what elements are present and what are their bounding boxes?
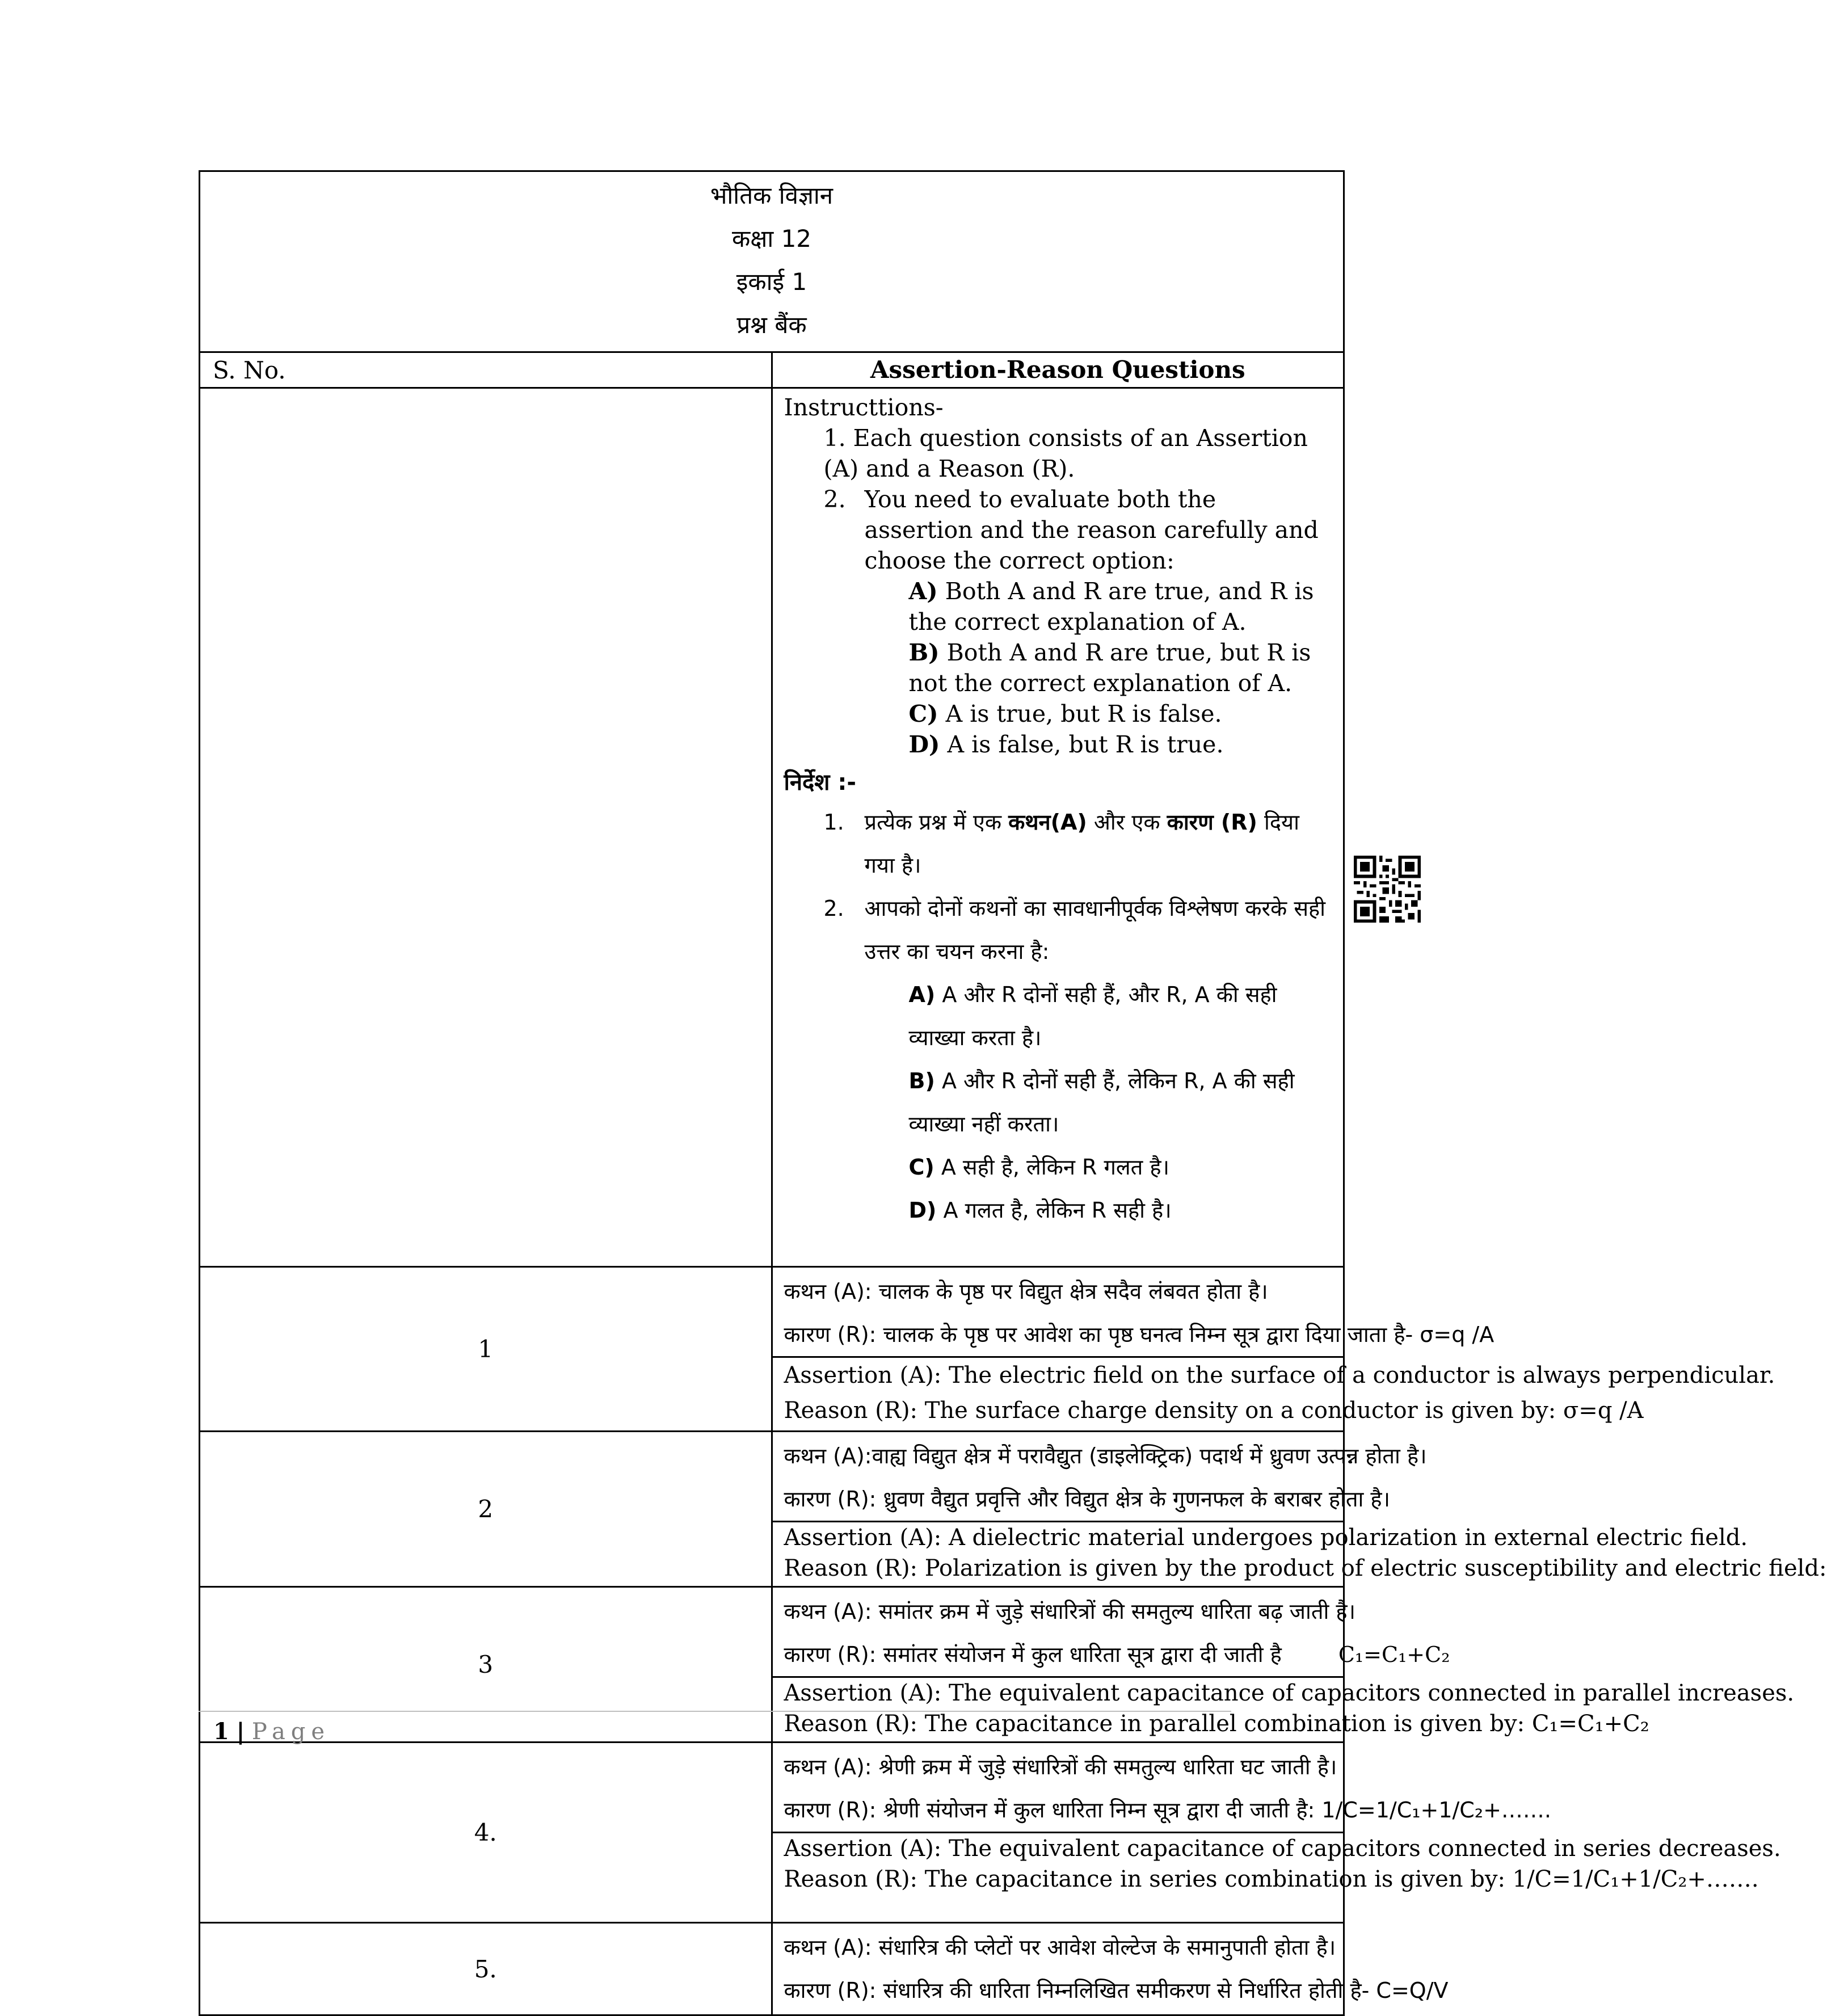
- question-sheet: [199, 170, 1827, 2016]
- option-c: [784, 698, 1332, 729]
- hindi-reason: कारण (R): श्रेणी संयोजन में कुल धारिता निम्न सूत्र द्वारा दी जाती है: 1/C=1/C₁+1/C₂+…….: [784, 1798, 1551, 1823]
- instruction-item-1: 1. Each question consists of an Assertion (A) and a Reason (R).: [823, 424, 1308, 482]
- english-reason: Reason (R): The surface charge density on a conductor is given by: σ=q /A: [784, 1398, 1644, 1424]
- option-a-key: A): [908, 578, 938, 605]
- question-table: [200, 353, 1827, 2014]
- option-a: [784, 576, 1332, 637]
- option-c-key: C): [908, 700, 938, 727]
- english-assertion: Assertion (A): The electric field on the surface of a conductor is always perpendicular.: [784, 1362, 1775, 1388]
- subject-title: भौतिक विज्ञान: [710, 182, 833, 209]
- question-row-2: [200, 1432, 1343, 1587]
- english-assertion: Assertion (A): The equivalent capacitance of capacitors connected in parallel increases.: [784, 1680, 1795, 1706]
- instructions-sno-cell: [200, 388, 772, 1267]
- english-reason: Reason (R): Polarization is given by the product of electric susceptibility and electric field:: [784, 1555, 1827, 1581]
- hindi-reason: कारण (R): समांतर संयोजन में कुल धारिता सूत्र द्वारा दी जाती है: [784, 1642, 1282, 1667]
- document-header: [200, 172, 1343, 353]
- hindi-option-c-text: A सही है, लेकिन R गलत है।: [941, 1155, 1169, 1180]
- hindi-reason: कारण (R): ध्रुवण वैद्युत प्रवृत्ति और विद्युत क्षेत्र के गुणनफल के बराबर होता है।: [784, 1487, 1390, 1512]
- question-number: 1: [200, 1267, 772, 1432]
- question-number: 2: [200, 1432, 772, 1587]
- hindi-option-a-key: A): [908, 982, 936, 1007]
- hindi-item-1-pre: प्रत्येक प्रश्न में एक: [864, 810, 1009, 835]
- instruction-item-2-num: 2.: [823, 486, 846, 513]
- english-reason: Reason (R): The capacitance in parallel combination is given by: C₁=C₁+C₂: [784, 1711, 1649, 1737]
- page-number: 1: [213, 1718, 229, 1745]
- option-b-text: Both A and R are true, but R is not the correct explanation of A.: [908, 639, 1311, 697]
- bank-title: प्रश्न बैंक: [736, 311, 807, 339]
- page-label: Page: [251, 1719, 331, 1745]
- hindi-option-b: [784, 1059, 1332, 1146]
- questions-column-header: Assertion-Reason Questions: [772, 353, 1343, 388]
- hindi-item-2-text: आपको दोनों कथनों का सावधानीपूर्वक विश्लेषण करके सही उत्तर का चयन करना है:: [864, 896, 1326, 964]
- table-header-row: [200, 353, 1343, 388]
- hindi-item-1-bold-reason: कारण (R): [1167, 810, 1257, 835]
- option-c-text: A is true, but R is false.: [945, 700, 1222, 727]
- hindi-instructions-heading: निर्देश :-: [784, 769, 857, 796]
- question-row-1: [200, 1267, 1343, 1432]
- class-title: कक्षा 12: [731, 225, 812, 252]
- hindi-assertion: कथन (A): संधारित्र की प्लेटों पर आवेश वोल्टेज के समानुपाती होता है।: [784, 1935, 1336, 1960]
- question-number: 4.: [200, 1743, 772, 1923]
- option-b-key: B): [908, 639, 940, 666]
- hindi-option-d-key: D): [908, 1198, 937, 1223]
- hindi-assertion: कथन (A): समांतर क्रम में जुड़े संधारित्रों की समतुल्य धारिता बढ़ जाती है।: [784, 1599, 1355, 1624]
- sno-column-header: S. No.: [200, 353, 772, 388]
- hindi-option-a: [784, 973, 1332, 1059]
- hindi-option-c-key: C): [908, 1155, 934, 1180]
- hindi-reason: कारण (R): संधारित्र की धारिता निम्नलिखित समीकरण से निर्धारित होती है- C=Q/V: [784, 1978, 1449, 2003]
- hindi-reason-formula: C₁=C₁+C₂: [1338, 1642, 1450, 1667]
- page-footer: [213, 1718, 330, 1745]
- option-b: [784, 637, 1332, 698]
- unit-title: इकाई 1: [736, 268, 807, 296]
- qr-code-icon: [1354, 856, 1421, 923]
- hindi-reason: कारण (R): चालक के पृष्ठ पर आवेश का पृष्ठ घनत्व निम्न सूत्र द्वारा दिया जाता है- σ=q /A: [784, 1322, 1495, 1347]
- hindi-item-1-bold-assertion: कथन(A): [1008, 810, 1087, 835]
- question-number: 3: [200, 1587, 772, 1743]
- option-d: [784, 729, 1332, 760]
- question-number: 5.: [200, 1923, 772, 2015]
- hindi-assertion: कथन (A): श्रेणी क्रम में जुड़े संधारित्रों की समतुल्य धारिता घट जाती है।: [784, 1754, 1337, 1779]
- hindi-assertion: कथन (A):वाह्य विद्युत क्षेत्र में परावैद्युत (डाइलेक्ट्रिक) पदार्थ में ध्रुवण उत्पन्न होता है।: [784, 1443, 1427, 1468]
- hindi-option-b-text: A और R दोनों सही हैं, लेकिन R, A की सही व्याख्या नहीं करता।: [908, 1068, 1295, 1137]
- instructions-cell: [772, 388, 1343, 1267]
- hindi-instruction-item-1: [784, 801, 1332, 887]
- instructions-heading: Instructtions-: [784, 394, 944, 421]
- hindi-instructions-list: [784, 801, 1332, 1232]
- hindi-option-d-text: A गलत है, लेकिन R सही है।: [943, 1198, 1172, 1223]
- hindi-reason-line: [784, 1633, 1450, 1676]
- question-cell-2: [772, 1432, 1827, 1587]
- hindi-item-1-text: [865, 801, 1332, 887]
- question-cell-1: [772, 1267, 1775, 1432]
- instruction-item-2-text: You need to evaluate both the assertion and the reason carefully and choose the correct option:: [864, 486, 1319, 574]
- option-d-key: D): [908, 731, 940, 758]
- question-row-4: [200, 1743, 1343, 1923]
- hindi-option-a-text: A और R दोनों सही हैं, और R, A की सही व्याख्या करता है।: [908, 982, 1277, 1050]
- instructions-row: [200, 388, 1343, 1267]
- hindi-option-b-key: B): [908, 1068, 935, 1093]
- hindi-item-2-num: 2.: [823, 896, 844, 921]
- english-reason: Reason (R): The capacitance in series combination is given by: 1/C=1/C₁+1/C₂+…….: [784, 1866, 1759, 1892]
- hindi-option-c: [784, 1146, 1332, 1189]
- hindi-item-1-num: 1.: [823, 810, 844, 835]
- question-row-5: [200, 1923, 1343, 2015]
- question-row-3: [200, 1587, 1343, 1743]
- question-cell-5: [772, 1923, 1449, 2015]
- english-assertion: Assertion (A): The equivalent capacitance of capacitors connected in series decreases.: [784, 1836, 1781, 1862]
- question-cell-3: [772, 1587, 1795, 1743]
- option-d-text: A is false, but R is true.: [947, 731, 1224, 758]
- hindi-instruction-item-2: [784, 887, 1332, 973]
- instruction-item-2: [784, 484, 1332, 576]
- option-a-text: Both A and R are true, and R is the correct explanation of A.: [908, 578, 1314, 635]
- hindi-item-1-mid: और एक: [1087, 810, 1167, 835]
- question-cell-4: [772, 1743, 1781, 1923]
- hindi-option-d: [784, 1189, 1332, 1232]
- english-assertion: Assertion (A): A dielectric material undergoes polarization in external electric field.: [784, 1525, 1748, 1551]
- footer-separator: |: [236, 1718, 245, 1745]
- hindi-assertion: कथन (A): चालक के पृष्ठ पर विद्युत क्षेत्र सदैव लंबवत होता है।: [784, 1279, 1268, 1304]
- hindi-item-1-post: दिया गया है।: [864, 810, 1299, 878]
- footer-rule: [199, 1711, 1231, 1712]
